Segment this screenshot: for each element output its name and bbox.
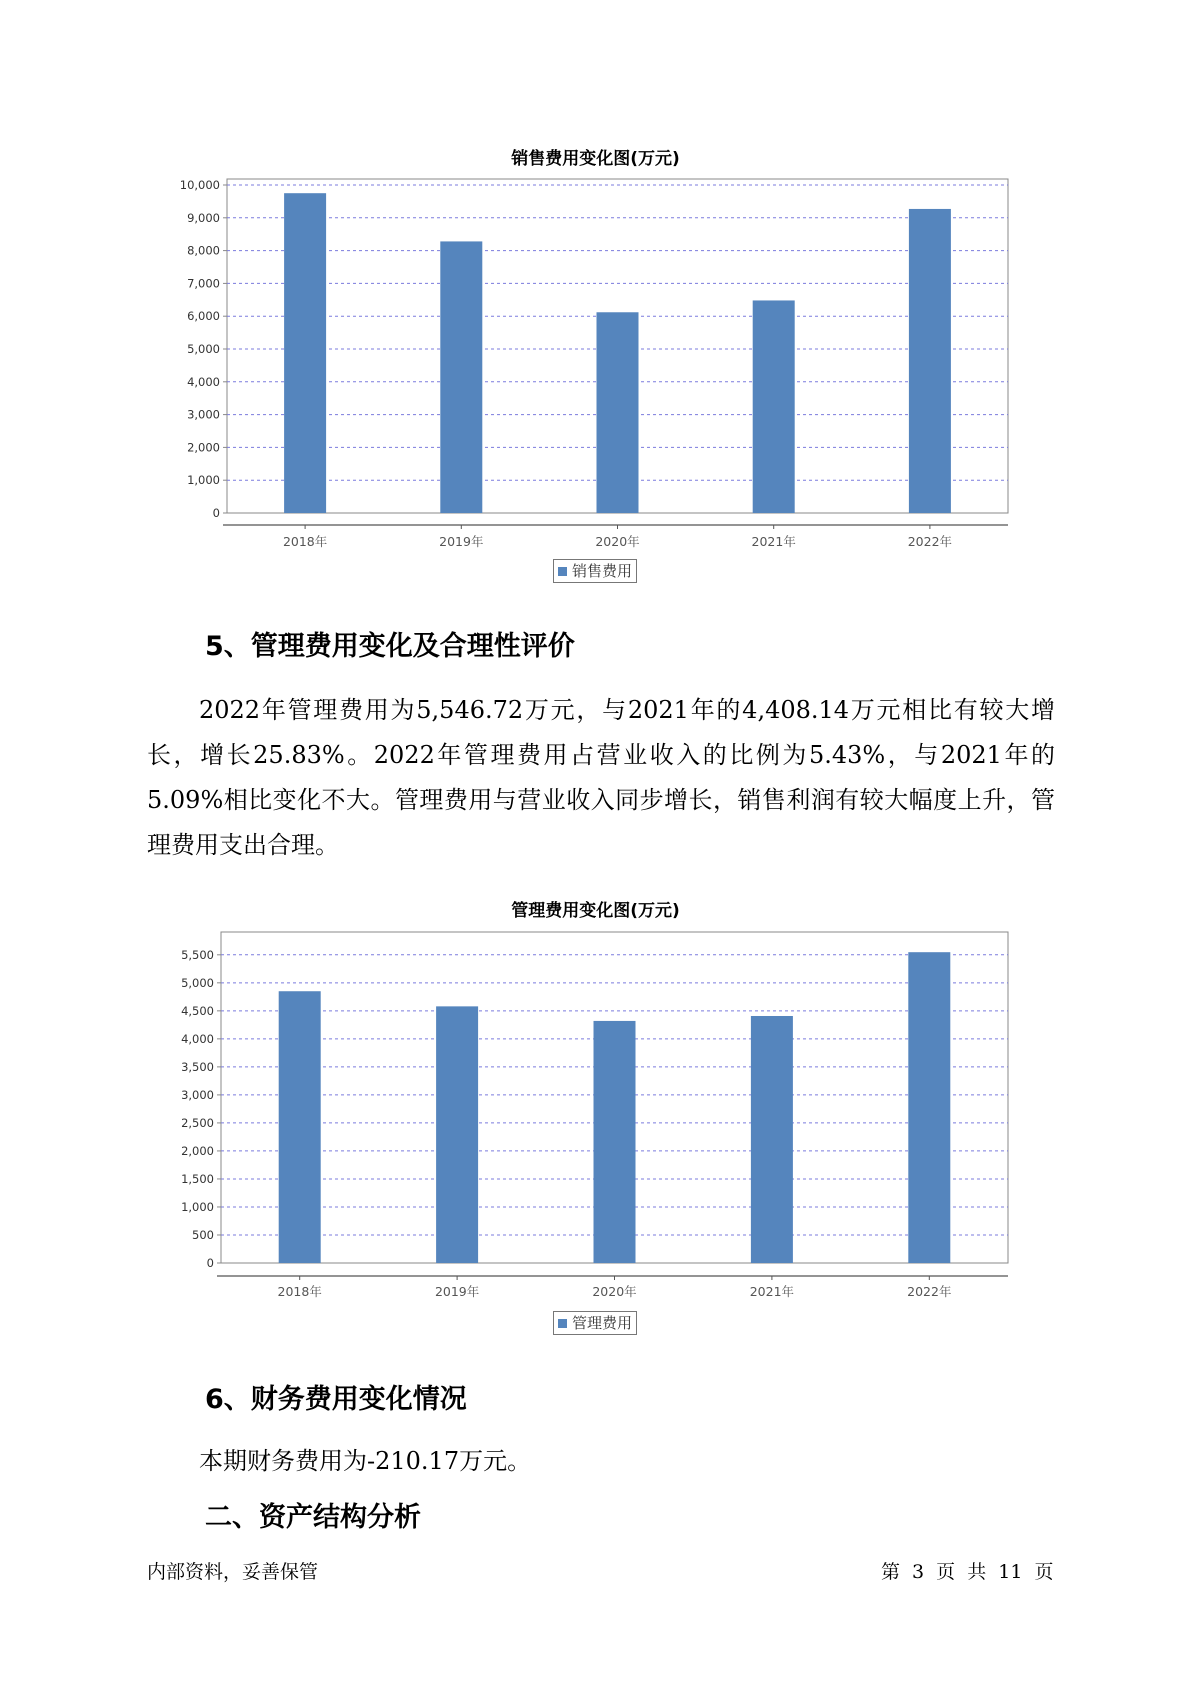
section-5-paragraph: 2022年管理费用为5,546.72万元，与2021年的4,408.14万元相比有较大增长，增长25.83%。2022年管理费用占营业收入的比例为5.43%，与2021年的5.09%相比变化不大。管理费用与营业收入同步增长，销售利润有较大幅度上升，管理费用支出合理。 [147,696,1055,859]
y-tick-label: 1,000 [187,473,220,488]
bar [753,300,795,513]
legend-swatch [558,567,567,576]
section-two-heading: 二、资产结构分析 [205,1502,421,1533]
y-tick-label: 8,000 [187,243,220,258]
section-5-heading: 5、管理费用变化及合理性评价 [205,631,575,662]
bar [594,1021,636,1263]
y-tick-label: 6,000 [187,309,220,324]
y-tick-label: 7,000 [187,276,220,291]
x-tick-label: 2020年 [595,534,640,549]
y-tick-label: 0 [206,1256,214,1270]
y-tick-label: 0 [212,506,220,520]
y-tick-label: 3,000 [187,407,220,422]
section-6-heading: 6、财务费用变化情况 [205,1384,467,1415]
y-tick-label: 4,000 [181,1031,214,1046]
x-tick-label: 2022年 [907,534,953,549]
y-tick-label: 5,000 [187,342,220,356]
bar [751,1016,793,1263]
y-tick-label: 2,000 [181,1143,214,1158]
y-tick-label: 2,000 [187,440,220,455]
y-tick-label: 5,500 [181,947,214,962]
x-tick-label: 2021年 [749,1284,795,1299]
x-tick-label: 2019年 [439,534,484,549]
sales-expense-chart [0,170,1191,560]
footer-page-number: 第 3 页 共 11 页 [881,1561,1054,1583]
y-tick-label: 2,500 [181,1115,214,1130]
bar [436,1006,478,1263]
footer-confidential-note: 内部资料，妥善保管 [147,1561,319,1583]
y-tick-label: 4,500 [181,1003,214,1018]
admin-chart-legend [553,1311,637,1335]
legend-label: 管理费用 [572,1314,633,1332]
legend-swatch [558,1319,567,1328]
sales-chart-title: 销售费用变化图(万元) [511,149,680,169]
legend-label: 销售费用 [572,562,633,580]
sales-chart-legend [553,559,637,583]
section-6-paragraph: 本期财务费用为-210.17万元。 [199,1447,532,1475]
y-tick-label: 1,500 [181,1171,214,1186]
bar [440,241,482,513]
admin-expense-chart [0,930,1191,1330]
y-tick-label: 10,000 [179,178,220,192]
x-tick-label: 2019年 [434,1284,480,1299]
y-tick-label: 3,500 [181,1059,214,1074]
admin-chart-title: 管理费用变化图(万元) [511,901,680,921]
x-tick-label: 2018年 [282,534,328,549]
y-tick-label: 3,000 [181,1087,214,1102]
y-tick-label: 500 [192,1227,214,1242]
x-tick-label: 2021年 [751,534,796,549]
y-tick-label: 9,000 [187,210,220,225]
bar [284,193,326,513]
bar [908,952,950,1263]
bar [597,312,639,513]
y-tick-label: 5,000 [181,975,214,990]
x-tick-label: 2022年 [907,1284,952,1299]
x-tick-label: 2018年 [277,1284,322,1299]
y-tick-label: 4,000 [187,374,220,389]
bar [279,991,321,1263]
y-tick-label: 1,000 [181,1199,214,1214]
x-tick-label: 2020年 [592,1284,637,1299]
bar [909,209,951,513]
